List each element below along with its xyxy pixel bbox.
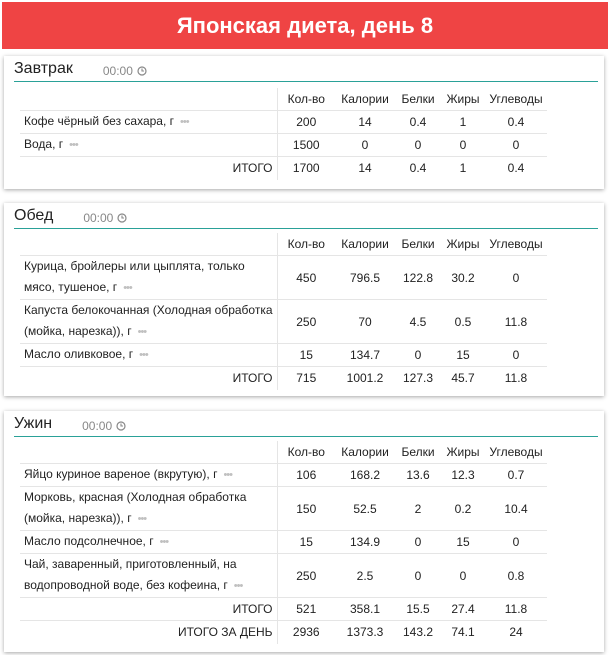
qty-cell: 450 xyxy=(277,256,335,300)
protein-cell: 2 xyxy=(395,487,441,531)
meal-time-value: 00:00 xyxy=(102,64,133,78)
meal-table xyxy=(20,441,547,644)
fat-cell: 15 xyxy=(441,531,485,554)
total-kcal: 14 xyxy=(358,161,372,176)
fat-cell: 12.3 xyxy=(441,464,485,487)
total-label: ИТОГО xyxy=(232,161,273,176)
total-label: ИТОГО xyxy=(232,371,273,386)
column-header: Калории xyxy=(335,441,395,464)
total-label: ИТОГО xyxy=(20,598,277,621)
more-options-icon[interactable]: ••• xyxy=(137,326,147,338)
meal-time-value: 00:00 xyxy=(82,419,113,433)
qty-cell: 200 xyxy=(277,111,335,134)
qty-cell: 250 xyxy=(277,300,335,344)
total-kcal: 1001.2 xyxy=(346,371,384,386)
meal-time[interactable] xyxy=(83,211,127,225)
total-fat: 1 xyxy=(459,161,467,176)
kcal-cell: 52.5 xyxy=(335,487,395,531)
total-protein: 15.5 xyxy=(395,598,441,621)
total-carbs: 11.8 xyxy=(485,598,547,621)
table-row xyxy=(20,344,547,367)
column-header: Белки xyxy=(395,441,441,464)
more-options-icon[interactable]: ••• xyxy=(139,349,148,361)
more-options-icon[interactable]: ••• xyxy=(159,536,169,548)
meal-card-breakfast xyxy=(4,56,604,189)
carbs-cell: 0 xyxy=(485,256,547,300)
qty-cell: 1500 xyxy=(277,134,335,157)
more-options-icon[interactable]: ••• xyxy=(123,282,132,294)
qty-cell: 250 xyxy=(277,554,335,598)
kcal-cell: 14 xyxy=(335,111,395,134)
column-header: Калории xyxy=(335,233,395,256)
day-total-carbs: 24 xyxy=(509,625,523,640)
fat-cell: 0 xyxy=(441,134,485,157)
total-qty: 521 xyxy=(277,598,335,621)
clock-icon xyxy=(117,213,127,223)
table-row xyxy=(20,554,547,598)
qty-cell: 106 xyxy=(277,464,335,487)
more-options-icon[interactable]: ••• xyxy=(137,513,147,525)
column-header: Кол-во xyxy=(277,88,335,111)
day-total-qty: 2936 xyxy=(277,621,335,644)
food-name: Масло оливковое, г xyxy=(24,347,134,361)
protein-cell: 0 xyxy=(395,531,441,554)
food-name: Капуста белокочанная (Холодная обработка (мойка, нарезка)), г xyxy=(24,303,273,338)
table-row xyxy=(20,111,547,134)
column-header: Кол-во xyxy=(277,233,335,256)
column-header: Углеводы xyxy=(485,233,547,256)
column-header: Белки xyxy=(395,88,441,111)
meal-card-dinner xyxy=(4,411,604,652)
kcal-cell: 796.5 xyxy=(335,256,395,300)
day-total-row xyxy=(20,621,547,644)
column-header: Калории xyxy=(335,88,395,111)
protein-cell: 0 xyxy=(395,134,441,157)
meal-table xyxy=(20,88,547,180)
fat-cell: 0.5 xyxy=(441,300,485,344)
fat-cell: 0 xyxy=(441,554,485,598)
day-total-protein: 143.2 xyxy=(402,625,434,640)
total-kcal: 358.1 xyxy=(335,598,395,621)
table-row xyxy=(20,300,547,344)
table-row xyxy=(20,134,547,157)
carbs-cell: 0 xyxy=(485,344,547,367)
meal-header xyxy=(14,56,598,82)
qty-cell: 15 xyxy=(277,344,335,367)
table-header-row xyxy=(20,233,547,256)
protein-cell: 0.4 xyxy=(395,111,441,134)
page-title: Японская диета, день 8 xyxy=(2,2,608,49)
fat-cell: 15 xyxy=(441,344,485,367)
more-options-icon[interactable]: ••• xyxy=(233,580,243,592)
food-name: Вода, г xyxy=(24,137,64,151)
meal-time[interactable] xyxy=(103,64,147,78)
meal-header xyxy=(14,203,598,229)
table-row xyxy=(20,487,547,531)
column-header: Жиры xyxy=(441,88,485,111)
total-row xyxy=(20,157,547,180)
total-row xyxy=(20,598,547,621)
carbs-cell: 0 xyxy=(485,531,547,554)
food-name: Курица, бройлеры или цыплята, только мясо, тушеное, г xyxy=(24,259,245,294)
food-name: Морковь, красная (Холодная обработка (мойка, нарезка)), г xyxy=(24,490,247,525)
total-protein: 127.3 xyxy=(402,371,434,386)
meal-card-lunch xyxy=(4,203,604,396)
kcal-cell: 2.5 xyxy=(335,554,395,598)
carbs-cell: 0.4 xyxy=(485,111,547,134)
meal-time-value: 00:00 xyxy=(83,211,114,225)
carbs-cell: 0.8 xyxy=(485,554,547,598)
carbs-cell: 11.8 xyxy=(485,300,547,344)
food-name: Масло подсолнечное, г xyxy=(24,534,154,548)
protein-cell: 0 xyxy=(395,344,441,367)
qty-cell: 150 xyxy=(277,487,335,531)
column-header: Углеводы xyxy=(485,441,547,464)
column-header: Кол-во xyxy=(277,441,335,464)
day-total-kcal: 1373.3 xyxy=(346,625,384,640)
meal-title: Обед xyxy=(14,207,54,224)
protein-cell: 0 xyxy=(395,554,441,598)
column-header: Жиры xyxy=(441,233,485,256)
table-row xyxy=(20,531,547,554)
clock-icon xyxy=(116,421,126,431)
protein-cell: 13.6 xyxy=(395,464,441,487)
table-row xyxy=(20,256,547,300)
day-total-fat: 74.1 xyxy=(451,625,475,640)
table-row xyxy=(20,464,547,487)
total-qty: 715 xyxy=(277,367,335,390)
column-header: Белки xyxy=(395,233,441,256)
meal-table xyxy=(20,233,547,390)
carbs-cell: 0 xyxy=(485,134,547,157)
fat-cell: 30.2 xyxy=(441,256,485,300)
food-name: Кофе чёрный без сахара, г xyxy=(24,114,175,128)
kcal-cell: 0 xyxy=(335,134,395,157)
meal-time[interactable] xyxy=(82,419,126,433)
food-name: Чай, заваренный, приготовленный, на водопроводной воде, без кофеина, г xyxy=(24,557,237,592)
total-protein: 0.4 xyxy=(409,161,427,176)
total-qty: 1700 xyxy=(277,157,335,180)
total-carbs: 0.4 xyxy=(507,161,525,176)
protein-cell: 122.8 xyxy=(395,256,441,300)
more-options-icon[interactable]: ••• xyxy=(180,116,189,128)
total-carbs: 11.8 xyxy=(504,371,528,386)
total-row xyxy=(20,367,547,390)
clock-icon xyxy=(137,66,147,76)
fat-cell: 1 xyxy=(441,111,485,134)
column-header: Жиры xyxy=(441,441,485,464)
meal-title: Ужин xyxy=(14,415,53,432)
carbs-cell: 10.4 xyxy=(485,487,547,531)
kcal-cell: 134.7 xyxy=(335,344,395,367)
protein-cell: 4.5 xyxy=(395,300,441,344)
table-header-row xyxy=(20,441,547,464)
kcal-cell: 134.9 xyxy=(335,531,395,554)
total-fat: 27.4 xyxy=(441,598,485,621)
carbs-cell: 0.7 xyxy=(485,464,547,487)
fat-cell: 0.2 xyxy=(441,487,485,531)
food-name: Яйцо куриное вареное (вкрутую), г xyxy=(24,467,218,481)
kcal-cell: 70 xyxy=(335,300,395,344)
column-header: Углеводы xyxy=(485,88,547,111)
meal-title: Завтрак xyxy=(14,60,73,77)
kcal-cell: 168.2 xyxy=(335,464,395,487)
more-options-icon[interactable]: ••• xyxy=(223,469,233,481)
total-fat: 45.7 xyxy=(451,371,475,386)
qty-cell: 15 xyxy=(277,531,335,554)
table-header-row xyxy=(20,88,547,111)
day-total-label: ИТОГО ЗА ДЕНЬ xyxy=(178,625,273,640)
meal-header xyxy=(14,411,598,437)
more-options-icon[interactable]: ••• xyxy=(69,139,78,151)
